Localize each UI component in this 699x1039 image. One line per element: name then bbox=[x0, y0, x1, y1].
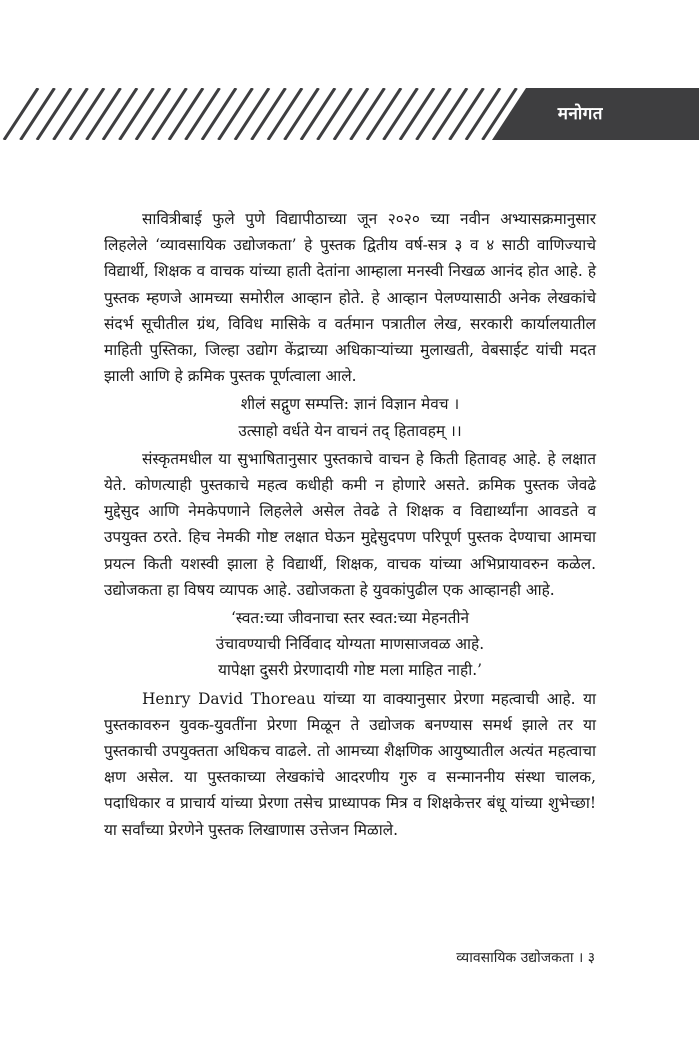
section-title: मनोगत bbox=[557, 104, 603, 124]
quote-line: यापेक्षा दुसरी प्रेरणादायी गोष्ट मला माहित नाही.’ bbox=[218, 661, 482, 680]
stripe-line bbox=[466, 88, 500, 140]
stripe-line bbox=[351, 88, 385, 140]
stripe-line bbox=[235, 88, 269, 140]
stripe-line bbox=[103, 88, 137, 140]
stripe-line bbox=[21, 88, 55, 140]
quote-line: ‘स्वत:च्या जीवनाचा स्तर स्वत:च्या मेहनतीने bbox=[230, 609, 469, 628]
stripe-line bbox=[285, 88, 319, 140]
preface-body bbox=[104, 206, 596, 843]
stripe-line bbox=[252, 88, 286, 140]
quote-line: उंचावण्याची निर्विवाद योग्यता माणसाजवळ आहे. bbox=[215, 635, 485, 654]
stripe-line bbox=[417, 88, 451, 140]
sanskrit-verse bbox=[104, 391, 596, 443]
stripe-line bbox=[153, 88, 187, 140]
stripe-line bbox=[301, 88, 335, 140]
verse-line: उत्साहो वर्धते येन वाचनं तद् हितावहम् ।। bbox=[238, 421, 462, 440]
stripe-line bbox=[334, 88, 368, 140]
stripe-line bbox=[87, 88, 121, 140]
stripe-line bbox=[54, 88, 88, 140]
page-footer: व्यावसायिक उद्योजकता । ३ bbox=[456, 950, 595, 966]
stripe-line bbox=[318, 88, 352, 140]
paragraph-motivation: Henry David Thoreau यांच्या या वाक्यानुसार प्रेरणा महत्वाची आहे. या पुस्तकावरुन युवक-युवतींना प्रेरणा मिळून ते उद्योजक बनण्यास समर्थ झाले तर या पुस्तकाची उपयुक्तता अधिकच वाढले. तो आमच्या शैक्षणिक आयुष्यातील अत्यंत महत्वाचा क्षण असेल. या पुस्तकाच्या लेखकांचे आदरणीय गुरु व सन्माननीय संस्था चालक, पदाधिकार व प्राचार्य यांच्या प्रेरणा तसेच प्राध्यापक मित्र व शिक्षकेत्तर बंधू यांच्या शुभेच्छा! या सर्वांच्या प्रेरणेने पुस्तक लिखाणास उत्तेजन मिळाले. bbox=[104, 689, 596, 839]
paragraph-intro: सावित्रीबाई फुले पुणे विद्यापीठाच्या जून २०२० च्या नवीन अभ्यासक्रमानुसार लिहलेले ‘व्यावसायिक उद्योजकता’ हे पुस्तक द्वितीय वर्ष-सत्र ३ व ४ साठी वाणिज्याचे विद्यार्थी, शिक्षक व वाचक यांच्या हाती देतांना आम्हाला मनस्वी निखळ आनंद होत आहे. हे पुस्तक म्हणजे आमच्या समोरील आव्हान होते. हे आव्हान पेलण्यासाठी अनेक लेखकांचे संदर्भ सूचीतील ग्रंथ, विविध मासिके व वर्तमान पत्रातील लेख, सरकारी कार्यालयातील माहिती पुस्तिका, जिल्हा उद्योग केंद्राच्या अधिकाऱ्यांच्या मुलाखती, वेबसाईट यांची मदत झाली आणि हे क्रमिक पुस्तक पूर्णत्वाला आले. bbox=[104, 210, 596, 386]
paragraph-reading-importance: संस्कृतमधील या सुभाषितानुसार पुस्तकाचे वाचन हे किती हितावह आहे. हे लक्षात येते. कोणत्याही पुस्तकाचे महत्व कधीही कमी न होणारे असते. क्रमिक पुस्तक जेवढे मुद्देसुद आणि नेमकेपणाने लिहलेले असेल तेवढे ते शिक्षक व विद्यार्थ्यांना आवडते व उपयुक्त ठरते. हिच नेमकी गोष्ट लक्षात घेऊन मुद्देसुदपण परिपूर्ण पुस्तक देण्याचा आमचा प्रयत्न किती यशस्वी झाला हे विद्यार्थी, शिक्षक, वाचक यांच्या अभिप्रायावरुन कळेल. उद्योजकता हा विषय व्यापक आहे. उद्योजकता हे युवकांपुढील एक आव्हानही आहे. bbox=[104, 449, 596, 599]
stripe-line bbox=[4, 88, 38, 140]
stripe-line bbox=[136, 88, 170, 140]
stripe-line bbox=[450, 88, 484, 140]
stripe-line bbox=[169, 88, 203, 140]
stripe-line bbox=[37, 88, 71, 140]
stripe-line bbox=[268, 88, 302, 140]
stripe-line bbox=[202, 88, 236, 140]
stripe-line bbox=[367, 88, 401, 140]
stripe-line bbox=[120, 88, 154, 140]
stripe-line bbox=[400, 88, 434, 140]
stripe-line bbox=[384, 88, 418, 140]
stripe-line bbox=[433, 88, 467, 140]
verse-line: शीलं सद्गुण सम्पत्ति: ज्ञानं विज्ञान मेवच । bbox=[240, 395, 460, 414]
thoreau-quote bbox=[104, 605, 596, 684]
section-header-band bbox=[0, 88, 699, 140]
stripe-line bbox=[186, 88, 220, 140]
stripe-line bbox=[219, 88, 253, 140]
stripe-line bbox=[70, 88, 104, 140]
